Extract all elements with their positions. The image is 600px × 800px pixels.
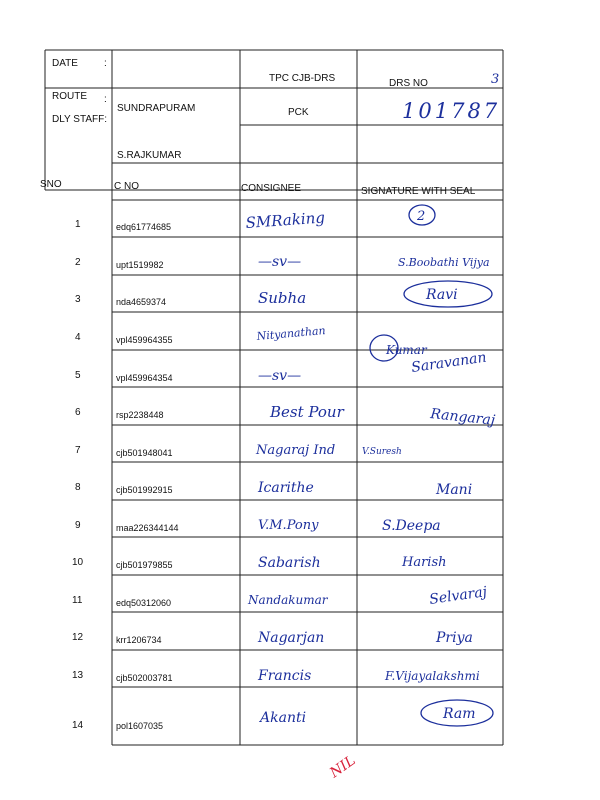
svg-text:Selvaraj: Selvaraj (428, 584, 488, 608)
row-sno: 9 (75, 520, 81, 531)
consignee-signature (255, 318, 355, 353)
row-cno: edq61774685 (116, 222, 172, 232)
nil-note (328, 748, 378, 793)
consignee-signature (256, 507, 356, 542)
receiver-signature (428, 394, 550, 435)
row-cno: cjb501992915 (116, 485, 173, 495)
col-signature: SIGNATURE WITH SEAL (361, 186, 476, 197)
receiver-signature (383, 660, 501, 695)
svg-text:Sabarish: Sabarish (258, 555, 321, 571)
svg-text:101787: 101787 (402, 99, 498, 123)
consignee-signature (256, 358, 356, 393)
svg-text:F.Vijayalakshmi: F.Vijayalakshmi (385, 669, 480, 683)
svg-text:Nagarjan: Nagarjan (258, 630, 325, 646)
receiver-signature (380, 278, 498, 317)
consignee-signature (258, 700, 358, 735)
svg-text:3: 3 (491, 72, 500, 87)
svg-text:Priya: Priya (436, 630, 473, 646)
row-cno: cjb501948041 (116, 448, 173, 458)
row-sno: 4 (75, 332, 81, 343)
svg-text:SMRaking: SMRaking (245, 208, 326, 232)
route-colon: : (104, 94, 107, 105)
svg-text:Best Pour: Best Pour (270, 403, 344, 421)
consignee-signature (256, 281, 356, 316)
row-cno: vpl459964354 (116, 373, 173, 383)
svg-text:2: 2 (417, 209, 426, 224)
svg-text:Nityanathan: Nityanathan (256, 324, 327, 343)
svg-text:—sv—: —sv— (258, 368, 302, 384)
receiver-signature (380, 508, 480, 543)
date-colon: : (104, 58, 107, 69)
row-sno: 7 (75, 445, 81, 456)
receiver-signature (400, 546, 500, 581)
svg-text:Subha: Subha (258, 289, 307, 307)
drs-no-label: DRS NO (389, 78, 428, 89)
row-sno: 8 (75, 482, 81, 493)
tpc-label: TPC CJB-DRS (269, 73, 336, 84)
row-sno: 5 (75, 370, 81, 381)
svg-text:Akanti: Akanti (260, 710, 307, 726)
route-value: SUNDRAPURAM (117, 103, 196, 114)
drs-number (398, 96, 498, 131)
svg-text:S.Boobathi Vijya: S.Boobathi Vijya (398, 256, 490, 269)
pck-label: PCK (288, 107, 309, 118)
svg-text:NIL: NIL (328, 752, 359, 782)
row-sno: 11 (72, 595, 83, 606)
consignee-signature (256, 658, 356, 693)
date-label: DATE (52, 58, 78, 69)
svg-text:Kumar: Kumar (386, 343, 427, 357)
svg-text:V.Suresh: V.Suresh (362, 447, 402, 457)
row-cno: upt1519982 (116, 260, 164, 270)
row-sno: 14 (72, 720, 84, 731)
row-sno: 1 (75, 219, 81, 230)
svg-text:—sv—: —sv— (258, 254, 302, 270)
svg-text:Ravi: Ravi (426, 287, 458, 303)
row-cno: rsp2238448 (116, 410, 164, 420)
row-sno: 13 (72, 670, 84, 681)
consignee-signature (256, 244, 356, 279)
row-sno: 3 (75, 294, 81, 305)
receiver-signature (396, 232, 504, 277)
route-label: ROUTE (52, 91, 87, 102)
row-sno: 12 (72, 632, 84, 643)
receiver-signature (405, 201, 445, 236)
consignee-signature (244, 204, 374, 247)
receiver-signature (434, 620, 524, 655)
row-cno: krr1206734 (116, 635, 162, 645)
receiver-signature (428, 578, 548, 619)
row-sno: 6 (75, 407, 81, 418)
consignee-signature (256, 470, 356, 505)
consignee-signature (256, 620, 356, 655)
receiver-signature (410, 346, 522, 385)
consignee-signature (246, 582, 356, 617)
svg-text:Nandakumar: Nandakumar (248, 593, 328, 607)
row-cno: maa226344144 (116, 523, 179, 533)
receiver-signature (434, 472, 524, 507)
svg-text:Francis: Francis (258, 668, 312, 684)
row-cno: pol1607035 (116, 721, 164, 731)
receiver-signature (395, 696, 499, 735)
row-cno: cjb501979855 (116, 560, 173, 570)
svg-text:Ram: Ram (443, 706, 476, 722)
receiver-signature (360, 436, 440, 471)
col-sno: SNO (40, 179, 62, 190)
svg-text:Saravanan: Saravanan (410, 349, 488, 376)
row-cno: vpl459964355 (116, 335, 173, 345)
row-cno: nda4659374 (116, 297, 167, 307)
svg-text:V.M.Pony: V.M.Pony (258, 518, 319, 533)
row-sno: 2 (75, 257, 81, 268)
row-cno: cjb502003781 (116, 673, 173, 683)
consignee-signature (254, 432, 364, 467)
row-cno: edq50312060 (116, 598, 172, 608)
row-sno: 10 (72, 557, 84, 568)
consignee-signature (268, 395, 368, 430)
svg-text:S.Deepa: S.Deepa (382, 518, 441, 534)
consignee-signature (256, 545, 356, 580)
dly-staff-label: DLY STAFF: (52, 114, 108, 125)
svg-text:Nagaraj Ind: Nagaraj Ind (256, 443, 336, 458)
drs-no-value (489, 68, 509, 93)
col-cno: C NO (114, 181, 139, 192)
svg-text:Harish: Harish (402, 555, 447, 570)
svg-text:Rangaraj: Rangaraj (429, 406, 496, 429)
staff-name: S.RAJKUMAR (117, 150, 182, 161)
svg-text:Mani: Mani (436, 482, 473, 498)
col-consignee: CONSIGNEE (241, 183, 302, 194)
svg-text:Icarithe: Icarithe (258, 480, 314, 496)
